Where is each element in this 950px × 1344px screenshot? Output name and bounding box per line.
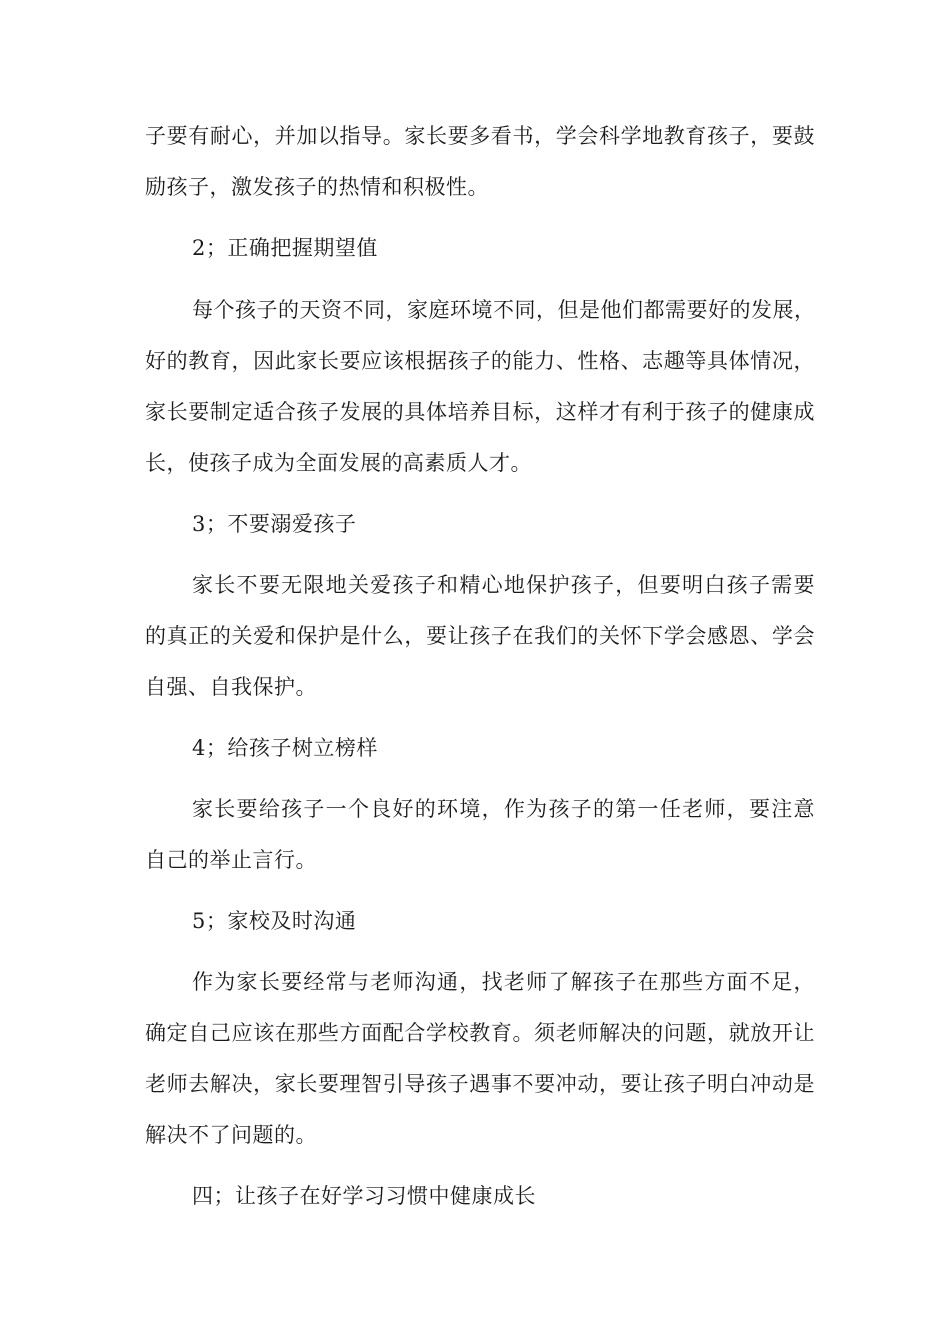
paragraph-line: 确定自己应该在那些方面配合学校教育。须老师解决的问题，就放开让 [145,1021,815,1045]
paragraph-line: 自己的举止言行。 [145,848,317,872]
paragraph-line: 家长要制定适合孩子发展的具体培养目标，这样才有利于孩子的健康成 [145,400,815,424]
paragraph-line: 解决不了问题的。 [145,1123,317,1147]
paragraph-line: 自强、自我保护。 [145,675,317,699]
section-heading-5: 5；家校及时沟通 [192,909,357,933]
paragraph-line: 长，使孩子成为全面发展的高素质人才。 [145,451,532,475]
section-heading-4: 4；给孩子树立榜样 [192,736,378,760]
section-heading-3: 3；不要溺爱孩子 [192,512,357,536]
paragraph-line: 作为家长要经常与老师沟通，找老师了解孩子在那些方面不足， [192,970,815,994]
paragraph-line: 子要有耐心，并加以指导。家长要多看书，学会科学地教育孩子，要鼓 [145,124,815,148]
paragraph-line: 的真正的关爱和保护是什么，要让孩子在我们的关怀下学会感恩、学会 [145,624,815,648]
section-heading-2: 2；正确把握期望值 [192,236,378,260]
paragraph-line: 好的教育，因此家长要应该根据孩子的能力、性格、志趣等具体情况， [145,349,815,373]
paragraph-line: 每个孩子的天资不同，家庭环境不同，但是他们都需要好的发展， [192,298,816,322]
paragraph-line: 家长不要无限地关爱孩子和精心地保护孩子，但要明白孩子需要 [192,573,815,597]
paragraph-line: 家长要给孩子一个良好的环境，作为孩子的第一任老师，要注意 [192,797,815,821]
paragraph-line: 励孩子，激发孩子的热情和积极性。 [145,175,489,199]
paragraph-line: 老师去解决，家长要理智引导孩子遇事不要冲动，要让孩子明白冲动是 [145,1072,815,1096]
section-heading-four: 四；让孩子在好学习习惯中健康成长 [192,1184,536,1208]
